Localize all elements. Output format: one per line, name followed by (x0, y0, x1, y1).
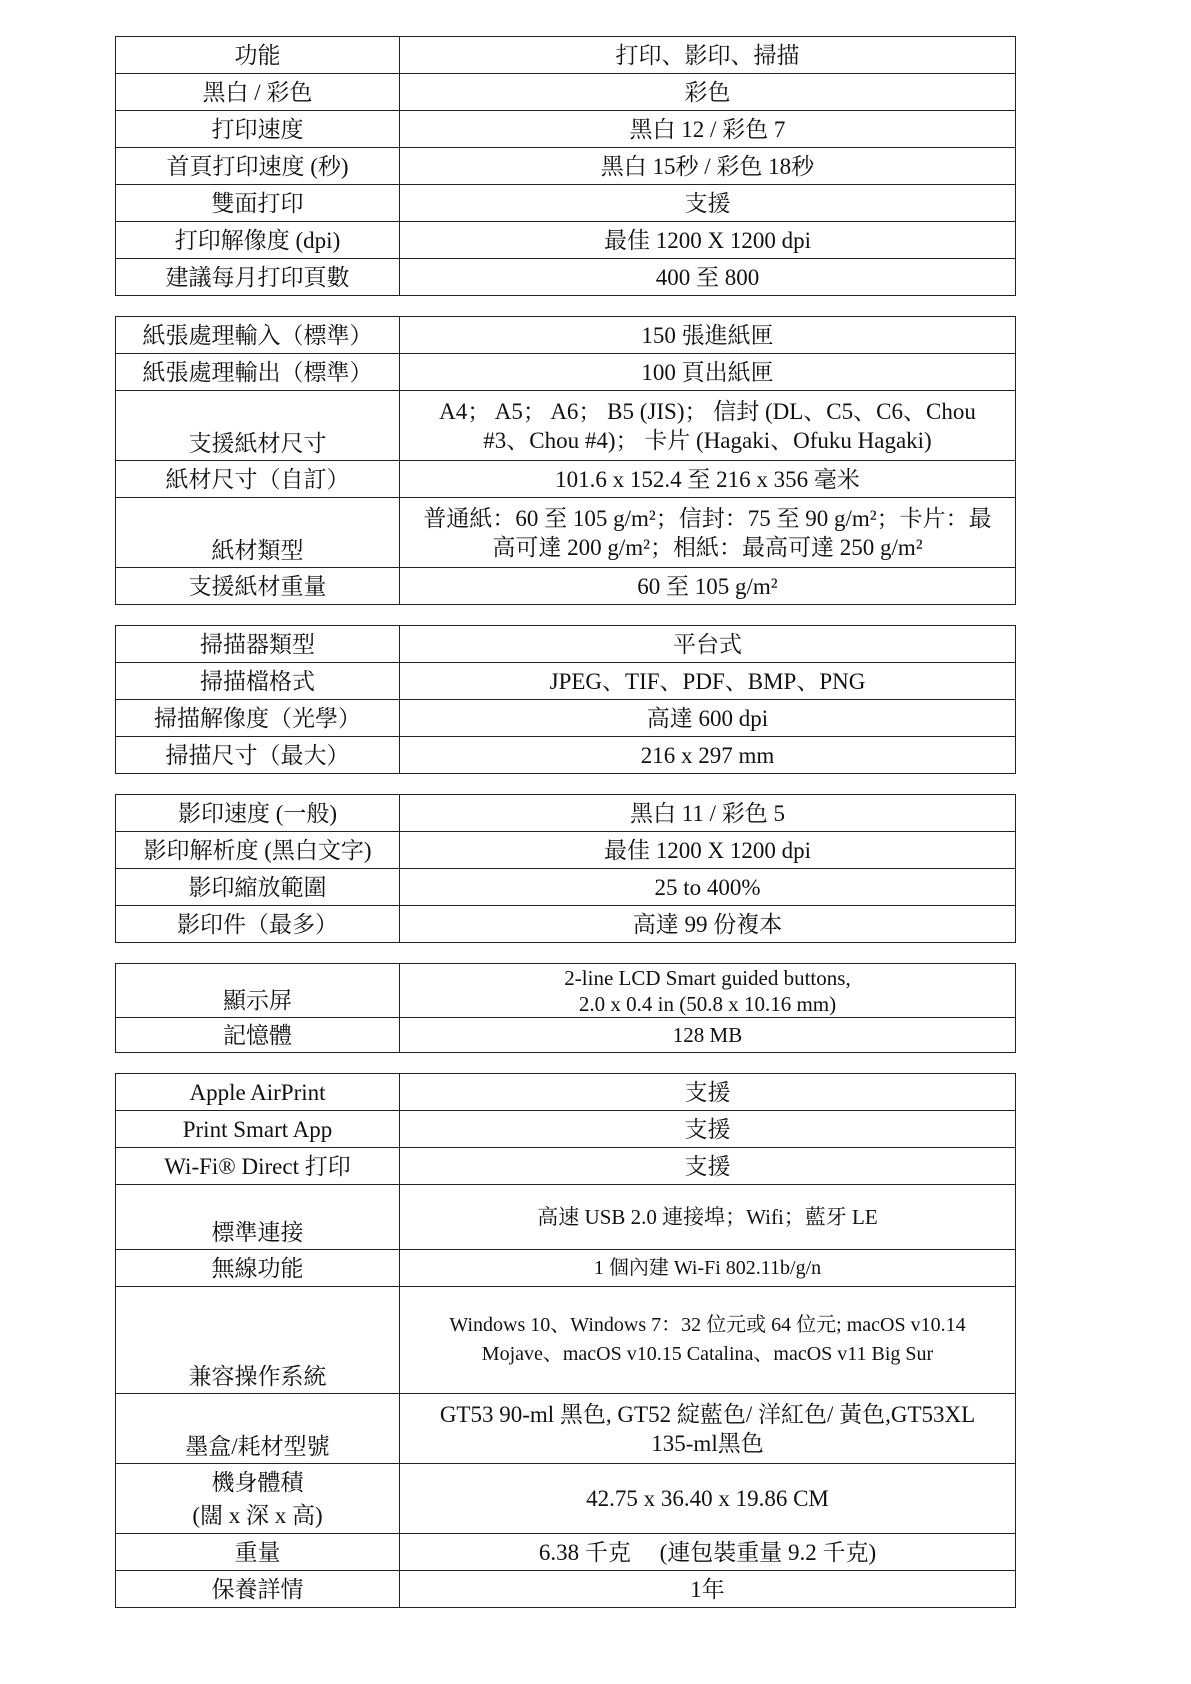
spec-row (116, 1464, 1016, 1534)
spec-value: 黑白 11 / 彩色 5 (400, 795, 1016, 832)
spec-row (116, 148, 1016, 185)
spec-table-copy (115, 794, 1016, 943)
spec-label: Apple AirPrint (116, 1074, 400, 1111)
spec-row (116, 37, 1016, 74)
spec-row (116, 1571, 1016, 1608)
spec-row (116, 461, 1016, 498)
spec-label: 兼容操作系統 (116, 1287, 400, 1394)
spec-sheet (115, 36, 1015, 1628)
spec-label: 影印件（最多） (116, 906, 400, 943)
spec-value: GT53 90-ml 黑色, GT52 綻藍色/ 洋紅色/ 黃色,GT53XL 135-ml黑色 (400, 1394, 1016, 1464)
spec-row (116, 111, 1016, 148)
spec-value: 普通紙：60 至 105 g/m²；信封：75 至 90 g/m²；卡片：最 高可達 200 g/m²；相紙：最高可達 250 g/m² (400, 498, 1016, 568)
spec-label: 記憶體 (116, 1018, 400, 1053)
spec-label: Wi-Fi® Direct 打印 (116, 1148, 400, 1185)
spec-row (116, 1534, 1016, 1571)
spec-label: 支援紙材尺寸 (116, 391, 400, 461)
spec-row (116, 906, 1016, 943)
spec-value: 42.75 x 36.40 x 19.86 CM (400, 1464, 1016, 1534)
spec-row (116, 964, 1016, 1018)
spec-row (116, 626, 1016, 663)
spec-label: 掃描器類型 (116, 626, 400, 663)
spec-label: 掃描檔格式 (116, 663, 400, 700)
spec-row (116, 1148, 1016, 1185)
spec-row (116, 700, 1016, 737)
spec-row (116, 1018, 1016, 1053)
spec-value: 6.38 千克 (連包裝重量 9.2 千克) (400, 1534, 1016, 1571)
spec-label: 功能 (116, 37, 400, 74)
spec-label: 影印縮放範圍 (116, 869, 400, 906)
spec-value: 支援 (400, 1148, 1016, 1185)
spec-label: 支援紙材重量 (116, 568, 400, 605)
spec-label: 墨盒/耗材型號 (116, 1394, 400, 1464)
spec-value: 黑白 15秒 / 彩色 18秒 (400, 148, 1016, 185)
spec-value: 25 to 400% (400, 869, 1016, 906)
spec-label: 建議每月打印頁數 (116, 259, 400, 296)
spec-row (116, 1074, 1016, 1111)
spec-value: 支援 (400, 1111, 1016, 1148)
spec-value: Windows 10、Windows 7：32 位元或 64 位元; macOS v10.14 Mojave、macOS v10.15 Catalina、macOS v11 Big Sur (400, 1287, 1016, 1394)
spec-row (116, 737, 1016, 774)
spec-value: 平台式 (400, 626, 1016, 663)
spec-row (116, 74, 1016, 111)
spec-label: 打印解像度 (dpi) (116, 222, 400, 259)
spec-value: 彩色 (400, 74, 1016, 111)
spec-table-print (115, 36, 1016, 296)
spec-value: 打印、影印、掃描 (400, 37, 1016, 74)
spec-label: 重量 (116, 1534, 400, 1571)
spec-label: 機身體積 (闊 x 深 x 高) (116, 1464, 400, 1534)
spec-row (116, 663, 1016, 700)
spec-row (116, 568, 1016, 605)
spec-row (116, 1394, 1016, 1464)
spec-row (116, 1185, 1016, 1250)
spec-row (116, 259, 1016, 296)
spec-label: 紙張處理輸入（標準） (116, 317, 400, 354)
spec-label: 首頁打印速度 (秒) (116, 148, 400, 185)
spec-row (116, 498, 1016, 568)
spec-label: 紙材尺寸（自訂） (116, 461, 400, 498)
spec-value: A4； A5； A6； B5 (JIS)； 信封 (DL、C5、C6、Chou #3、Chou #4)； 卡片 (Hagaki、Ofuku Hagaki) (400, 391, 1016, 461)
spec-label: 影印速度 (一般) (116, 795, 400, 832)
spec-value: 高達 600 dpi (400, 700, 1016, 737)
spec-row (116, 317, 1016, 354)
spec-label: 保養詳情 (116, 1571, 400, 1608)
spec-value: 128 MB (400, 1018, 1016, 1053)
spec-row (116, 185, 1016, 222)
spec-row (116, 795, 1016, 832)
spec-label: Print Smart App (116, 1111, 400, 1148)
spec-value: 216 x 297 mm (400, 737, 1016, 774)
spec-row (116, 1287, 1016, 1394)
spec-value: 1年 (400, 1571, 1016, 1608)
spec-label: 標準連接 (116, 1185, 400, 1250)
spec-value: 400 至 800 (400, 259, 1016, 296)
spec-value: 101.6 x 152.4 至 216 x 356 毫米 (400, 461, 1016, 498)
spec-table-scan (115, 625, 1016, 774)
spec-value: 高達 99 份複本 (400, 906, 1016, 943)
spec-table-connectivity (115, 1073, 1016, 1608)
spec-label: 掃描尺寸（最大） (116, 737, 400, 774)
spec-row (116, 354, 1016, 391)
spec-row (116, 222, 1016, 259)
spec-value: 100 頁出紙匣 (400, 354, 1016, 391)
spec-label: 顯示屏 (116, 964, 400, 1018)
spec-value: 60 至 105 g/m² (400, 568, 1016, 605)
spec-label: 影印解析度 (黑白文字) (116, 832, 400, 869)
spec-value: 支援 (400, 185, 1016, 222)
spec-label: 雙面打印 (116, 185, 400, 222)
spec-row (116, 869, 1016, 906)
spec-label: 打印速度 (116, 111, 400, 148)
spec-row (116, 1111, 1016, 1148)
spec-label: 紙張處理輸出（標準） (116, 354, 400, 391)
spec-value: 支援 (400, 1074, 1016, 1111)
spec-label: 紙材類型 (116, 498, 400, 568)
spec-value: 最佳 1200 X 1200 dpi (400, 222, 1016, 259)
spec-row (116, 391, 1016, 461)
spec-label: 黑白 / 彩色 (116, 74, 400, 111)
spec-value: 150 張進紙匣 (400, 317, 1016, 354)
spec-table-paper (115, 316, 1016, 605)
spec-row (116, 832, 1016, 869)
spec-value: 1 個內建 Wi-Fi 802.11b/g/n (400, 1250, 1016, 1287)
spec-label: 無線功能 (116, 1250, 400, 1287)
spec-value: 最佳 1200 X 1200 dpi (400, 832, 1016, 869)
spec-value: 黑白 12 / 彩色 7 (400, 111, 1016, 148)
spec-value: JPEG、TIF、PDF、BMP、PNG (400, 663, 1016, 700)
spec-table-display (115, 963, 1016, 1053)
spec-label: 掃描解像度（光學） (116, 700, 400, 737)
spec-row (116, 1250, 1016, 1287)
spec-value: 高速 USB 2.0 連接埠；Wifi；藍牙 LE (400, 1185, 1016, 1250)
spec-value: 2-line LCD Smart guided buttons, 2.0 x 0.4 in (50.8 x 10.16 mm) (400, 964, 1016, 1018)
